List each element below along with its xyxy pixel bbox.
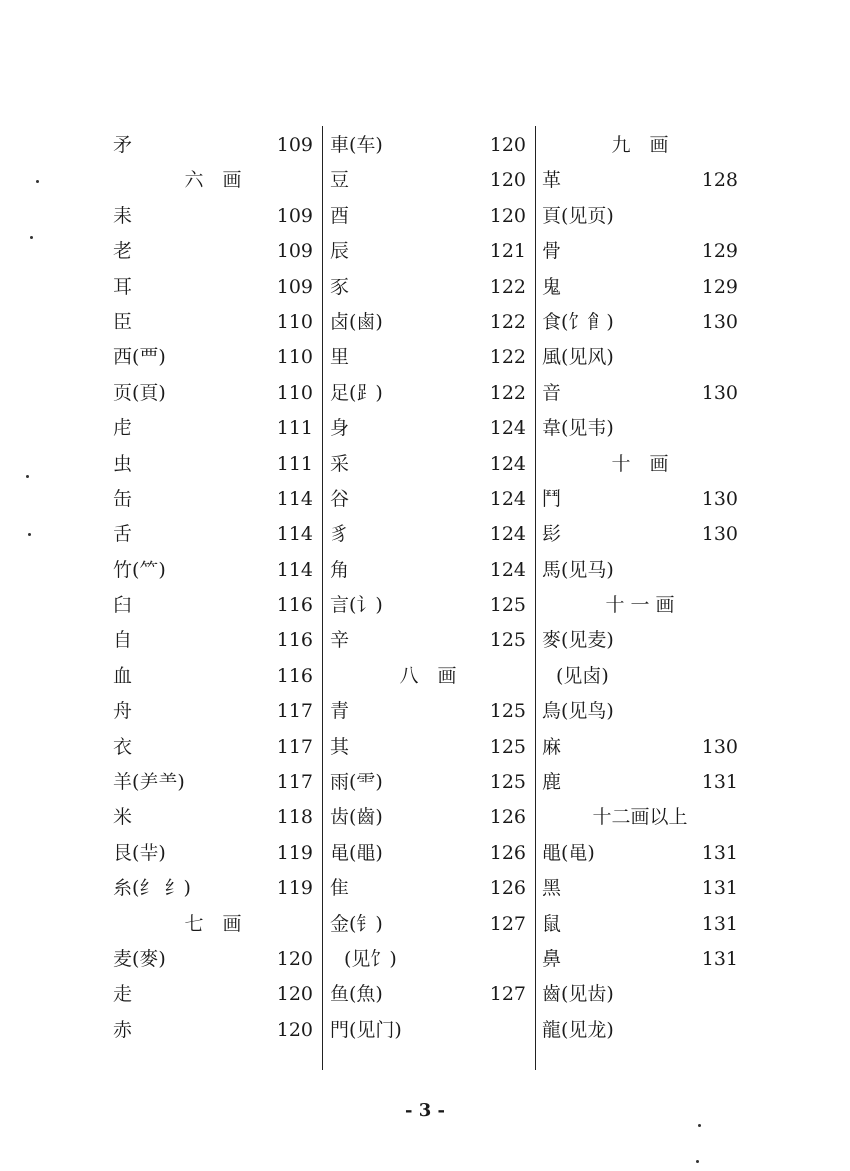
index-column-2 [330, 128, 526, 1048]
radical-entry [330, 942, 526, 977]
radical-label: 里 [330, 346, 350, 369]
radical-label: 臣 [113, 310, 133, 333]
page-reference: 127 [489, 912, 526, 935]
radical-entry [113, 588, 313, 623]
radical-entry [542, 234, 738, 269]
page-reference: 120 [276, 983, 313, 1006]
page-reference: 124 [489, 452, 526, 475]
radical-label: 卤(鹵) [330, 310, 383, 333]
radical-entry [113, 234, 313, 269]
radical-entry [330, 517, 526, 552]
page-reference: 120 [489, 134, 526, 156]
radical-label: 辛 [330, 629, 350, 652]
radical-label: 馬(见马) [542, 558, 614, 581]
radical-entry [542, 977, 738, 1012]
radical-label: 骨 [542, 240, 562, 263]
radical-entry [542, 411, 738, 446]
radical-entry [330, 411, 526, 446]
radical-entry [330, 1013, 526, 1048]
radical-label: 舌 [113, 523, 133, 546]
radical-label: 食(饣⻞) [542, 310, 614, 333]
page-reference: 131 [701, 877, 738, 900]
radical-entry [542, 836, 738, 871]
radical-label: 赤 [113, 1018, 133, 1041]
heading-label: 十二画以上 [592, 806, 688, 829]
page-reference: 124 [489, 487, 526, 510]
page-reference: 130 [701, 381, 738, 404]
radical-entry [542, 907, 738, 942]
heading-label: 十 画 [611, 452, 669, 475]
page-reference: 128 [701, 169, 738, 192]
page-reference: 130 [701, 487, 738, 510]
page-reference: 125 [489, 735, 526, 758]
radical-entry [330, 199, 526, 234]
radical-entry [330, 163, 526, 198]
radical-label: 舟 [113, 700, 133, 723]
radical-entry [113, 765, 313, 800]
radical-label: 耳 [113, 275, 133, 298]
radical-label: 麥(见麦) [542, 629, 614, 652]
stroke-count-heading [542, 447, 738, 482]
radical-entry [330, 694, 526, 729]
page-number: - 3 - [405, 1100, 445, 1121]
page-reference: 116 [276, 594, 313, 617]
page-reference: 114 [276, 523, 313, 546]
radical-entry [330, 871, 526, 906]
radical-entry [330, 836, 526, 871]
radical-entry [113, 270, 313, 305]
radical-label: 麻 [542, 735, 562, 758]
radical-label: 車(车) [330, 134, 383, 156]
radical-label: 髟 [542, 523, 562, 546]
page-reference: 122 [489, 346, 526, 369]
radical-label: 黽(黾) [542, 841, 595, 864]
radical-entry [113, 800, 313, 835]
radical-entry [330, 553, 526, 588]
radical-label: 隹 [330, 877, 350, 900]
page-reference: 120 [489, 204, 526, 227]
radical-label: 豆 [330, 169, 350, 192]
heading-label: 七 画 [184, 912, 242, 935]
radical-entry [113, 836, 313, 871]
radical-entry [113, 623, 313, 658]
radical-entry [113, 553, 313, 588]
radical-label: 鼠 [542, 912, 562, 935]
radical-label: 齿(齒) [330, 806, 383, 829]
radical-entry [542, 482, 738, 517]
radical-entry [542, 270, 738, 305]
radical-entry [113, 411, 313, 446]
radical-label: 采 [330, 452, 350, 475]
radical-entry [113, 659, 313, 694]
radical-entry [113, 376, 313, 411]
radical-entry [330, 623, 526, 658]
radical-entry [542, 553, 738, 588]
page-reference: 119 [276, 877, 313, 900]
radical-entry [330, 588, 526, 623]
radical-entry [330, 305, 526, 340]
column-divider [322, 126, 323, 1070]
radical-entry [113, 942, 313, 977]
radical-label: 風(见风) [542, 346, 614, 369]
radical-label: 足(⻊) [330, 381, 383, 404]
page-reference: 131 [701, 841, 738, 864]
radical-entry [113, 1013, 313, 1048]
heading-label: 六 画 [184, 169, 242, 192]
stroke-count-heading [542, 588, 738, 623]
radical-entry [542, 694, 738, 729]
radical-label: 鬼 [542, 275, 562, 298]
radical-label: 耒 [113, 204, 133, 227]
stroke-count-heading [113, 163, 313, 198]
radical-label: 虍 [113, 417, 133, 440]
radical-label: 米 [113, 806, 133, 829]
radical-entry [330, 447, 526, 482]
page-reference: 129 [701, 240, 738, 263]
radical-label: 鳥(见鸟) [542, 700, 614, 723]
radical-label: 黾(黽) [330, 841, 383, 864]
radical-entry [542, 199, 738, 234]
radical-entry [330, 340, 526, 375]
radical-label: 鹿 [542, 771, 562, 794]
page-reference: 124 [489, 558, 526, 581]
radical-entry [330, 234, 526, 269]
radical-label: 矛 [113, 134, 133, 156]
page-reference: 131 [701, 771, 738, 794]
page-reference: 120 [276, 947, 313, 970]
page-reference: 124 [489, 523, 526, 546]
page-reference: 129 [701, 275, 738, 298]
radical-label: 角 [330, 558, 350, 581]
radical-label: 页(頁) [113, 381, 166, 404]
page-reference: 130 [701, 523, 738, 546]
radical-entry [113, 340, 313, 375]
radical-label: 老 [113, 240, 133, 263]
radical-entry [113, 977, 313, 1012]
radical-entry [542, 305, 738, 340]
radical-entry [113, 199, 313, 234]
radical-entry [330, 800, 526, 835]
radical-label: 雨(⻗) [330, 771, 383, 794]
radical-label: 竹(⺮) [113, 558, 166, 581]
radical-entry [542, 340, 738, 375]
radical-entry [113, 305, 313, 340]
radical-entry [542, 623, 738, 658]
page-reference: 127 [489, 983, 526, 1006]
radical-entry [330, 730, 526, 765]
radical-entry [330, 482, 526, 517]
heading-label: 十 一 画 [605, 594, 675, 617]
page-reference: 110 [276, 346, 313, 369]
scan-speck [36, 180, 39, 183]
index-column-3 [542, 128, 738, 1048]
radical-label: 艮(⺸) [113, 841, 166, 864]
radical-label: 羊(⺶⺷) [113, 771, 185, 794]
page-reference: 120 [489, 169, 526, 192]
radical-label: 身 [330, 417, 350, 440]
radical-entry [113, 871, 313, 906]
radical-label: 豕 [330, 275, 350, 298]
radical-label: 臼 [113, 594, 133, 617]
page-reference: 116 [276, 629, 313, 652]
page-reference: 125 [489, 771, 526, 794]
radical-label: 韋(见韦) [542, 417, 614, 440]
radical-label: 鱼(魚) [330, 983, 383, 1006]
radical-entry [113, 517, 313, 552]
page-reference: 109 [276, 204, 313, 227]
page-reference: 131 [701, 912, 738, 935]
page-reference: 125 [489, 629, 526, 652]
page-reference: 124 [489, 417, 526, 440]
page-reference: 111 [276, 417, 313, 440]
radical-label: 豸 [330, 523, 350, 546]
page-reference: 110 [276, 381, 313, 404]
radical-label: 虫 [113, 452, 133, 475]
radical-label: 言(讠) [330, 594, 383, 617]
radical-label: 酉 [330, 204, 350, 227]
radical-entry [542, 942, 738, 977]
page-reference: 122 [489, 310, 526, 333]
page-reference: 125 [489, 700, 526, 723]
page-reference: 130 [701, 735, 738, 758]
page-reference: 111 [276, 452, 313, 475]
page-reference: 122 [489, 275, 526, 298]
stroke-count-heading [542, 128, 738, 163]
scan-speck [30, 236, 33, 239]
radical-entry [542, 376, 738, 411]
page-reference: 109 [276, 240, 313, 263]
heading-label: 九 画 [611, 134, 669, 156]
radical-label: 頁(见页) [542, 204, 614, 227]
radical-label: 鬥 [542, 487, 562, 510]
radical-entry [542, 163, 738, 198]
page-reference: 119 [276, 841, 313, 864]
stroke-count-heading [542, 800, 738, 835]
radical-entry [330, 907, 526, 942]
radical-entry [113, 447, 313, 482]
radical-entry [113, 128, 313, 163]
page-reference: 130 [701, 310, 738, 333]
radical-label: 革 [542, 169, 562, 192]
radical-label: 辰 [330, 240, 350, 263]
scan-speck [696, 1160, 699, 1163]
scan-speck [26, 475, 29, 478]
stroke-count-heading [330, 659, 526, 694]
page-reference: 109 [276, 275, 313, 298]
radical-entry [113, 694, 313, 729]
radical-label: 走 [113, 983, 133, 1006]
radical-label: 青 [330, 700, 350, 723]
page-reference: 126 [489, 841, 526, 864]
page-reference: 117 [276, 700, 313, 723]
page-reference: 117 [276, 771, 313, 794]
radical-label: 谷 [330, 487, 350, 510]
page-reference: 114 [276, 558, 313, 581]
radical-label: 其 [330, 735, 350, 758]
radical-label: 齒(见齿) [542, 983, 614, 1006]
page-reference: 117 [276, 735, 313, 758]
column-divider [535, 126, 536, 1070]
radical-entry [542, 659, 738, 694]
radical-entry [330, 977, 526, 1012]
radical-label: 鼻 [542, 947, 562, 970]
stroke-count-heading [113, 907, 313, 942]
scan-speck [28, 533, 31, 536]
page-reference: 122 [489, 381, 526, 404]
radical-entry [330, 128, 526, 163]
page-reference: 126 [489, 806, 526, 829]
heading-label: 八 画 [399, 664, 457, 687]
radical-label: 龍(见龙) [542, 1018, 614, 1041]
page-reference: 109 [276, 134, 313, 156]
radical-entry [542, 765, 738, 800]
radical-entry [542, 1013, 738, 1048]
radical-label: (见饣) [344, 947, 397, 970]
radical-label: 衣 [113, 735, 133, 758]
radical-label: 缶 [113, 487, 133, 510]
radical-label: 血 [113, 664, 133, 687]
radical-entry [542, 517, 738, 552]
radical-label: 門(见门) [330, 1018, 402, 1041]
radical-entry [330, 376, 526, 411]
radical-label: 西(覀) [113, 346, 166, 369]
page-reference: 125 [489, 594, 526, 617]
page-reference: 126 [489, 877, 526, 900]
page-reference: 121 [489, 240, 526, 263]
radical-label: 自 [113, 629, 133, 652]
radical-label: 黑 [542, 877, 562, 900]
radical-label: 糸(纟 纟) [113, 877, 191, 900]
page-reference: 118 [276, 806, 313, 829]
page-reference: 116 [276, 664, 313, 687]
radical-entry [113, 730, 313, 765]
radical-entry [542, 871, 738, 906]
index-column-1 [113, 128, 313, 1048]
radical-entry [330, 765, 526, 800]
radical-entry [113, 482, 313, 517]
radical-label: (见卤) [556, 664, 609, 687]
page-reference: 114 [276, 487, 313, 510]
radical-label: 金(钅) [330, 912, 383, 935]
page-reference: 120 [276, 1018, 313, 1041]
radical-label: 麦(麥) [113, 947, 166, 970]
radical-entry [542, 730, 738, 765]
scan-speck [698, 1124, 701, 1127]
radical-entry [330, 270, 526, 305]
radical-label: 音 [542, 381, 562, 404]
page-reference: 131 [701, 947, 738, 970]
page-reference: 110 [276, 310, 313, 333]
